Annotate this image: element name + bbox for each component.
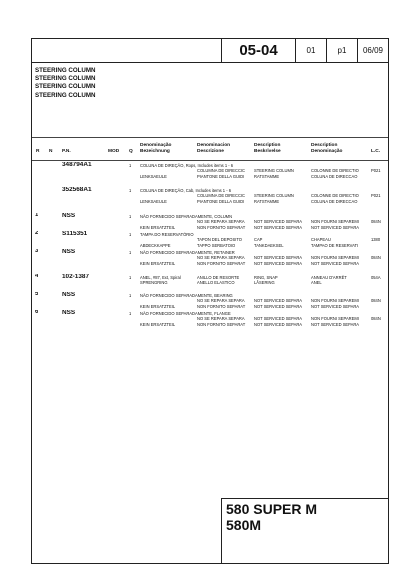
ref-number: 4 — [35, 274, 39, 279]
section-title: STEERING COLUMN — [35, 75, 96, 83]
description-text: COLONNE DE DIRECTIO — [311, 193, 359, 199]
part-number: NSS — [62, 292, 76, 298]
description-text: TAPPO SERBATOIO — [197, 242, 236, 248]
description-text: NON FORNITO SEPARAT — [197, 321, 246, 327]
description-text: ANILLO DE RESORTE — [197, 275, 240, 280]
description-text: ABDECKKAPPE — [140, 242, 171, 248]
header-date: 06/09 — [362, 46, 384, 55]
description-text: ANEL — [311, 280, 322, 286]
column-header-top-rule — [32, 137, 388, 138]
description-text: NO SE REPARA SEPARA — [197, 298, 245, 304]
description-text: NOT SERVICED SEPARA — [254, 255, 303, 261]
description-text: NO SE REPARA SEPARA — [197, 316, 245, 322]
description-text: STEERING COLUMN — [254, 193, 294, 199]
description-text: NOT SERVICED SEPARA — [254, 321, 303, 327]
description-text: COLUNA DE DIREÇÃO, Cab, Includes items 1 - 6 — [140, 188, 232, 193]
description-text: NON FOURNI SEPAREMI — [311, 298, 359, 304]
description-text: NOT SERVICED SEPARA — [254, 219, 303, 225]
description-text: NÃO FORNECIDO SEPARADAMENTE, BEARING — [140, 293, 233, 298]
page-frame — [31, 38, 389, 564]
ref-number: 2 — [35, 231, 39, 236]
description-text: NÃO FORNECIDO SEPARADAMENTE, COLUMN — [140, 214, 233, 219]
description-text: KEIN ERSATZTEIL — [140, 260, 176, 266]
location-code: 054A — [371, 275, 381, 280]
description-text: PIANTONE DELLA GUIDI — [197, 173, 245, 179]
part-number: NSS — [62, 213, 76, 219]
location-code: 084N — [371, 298, 381, 304]
description-text: COLUMNA DE DIRECCIC — [197, 193, 245, 199]
description-text: KEIN ERSATZTEIL — [140, 321, 176, 327]
part-number: NSS — [62, 249, 76, 255]
description-text: KEIN ERSATZTEIL — [140, 303, 176, 309]
description-text: CHAPEAU — [311, 237, 331, 243]
location-code: 084N — [371, 316, 381, 322]
section-title: STEERING COLUMN — [35, 67, 96, 74]
header-box-1-text: 01 — [306, 46, 316, 55]
description-text: COLUNA DE DIREÇÃO, Rops, Includes items 1 - 6 — [140, 163, 234, 168]
description-text: COLUNA DE DIRECCAO — [311, 198, 358, 204]
quantity: 1 — [129, 163, 132, 168]
description-text: COLUMNA DE DIRECCIC — [197, 168, 245, 174]
description-text: NOT SERVICED SEPARA — [254, 303, 303, 309]
part-number: 352568A1 — [62, 187, 92, 193]
part-number: 102-1387 — [62, 274, 90, 280]
ref-number: 1 — [35, 213, 39, 218]
description-text: NON FOURNI SEPAREMI — [311, 255, 359, 261]
description-text: NON FORNITO SEPARAT — [197, 224, 246, 230]
model-name — [226, 501, 317, 533]
quantity: 1 — [129, 232, 132, 237]
description-text: ANEL, #87, Ext, Spiral — [140, 275, 181, 280]
description-text: NOT SERVICED SEPARA — [311, 260, 360, 266]
part-number: NSS — [62, 310, 76, 316]
location-code: 1380 — [371, 237, 381, 243]
description-text: PIANTONE DELLA GUIDI — [197, 198, 245, 204]
location-code: P021 — [371, 193, 381, 199]
page-number: 05-04 — [239, 42, 278, 59]
description-text: NOT SERVICED SEPARA — [311, 303, 360, 309]
col-header-mod: MOD — [108, 149, 120, 154]
description-text: TAMPAO DE RESERVATI — [311, 242, 359, 248]
column-header-bottom-rule — [32, 160, 388, 161]
description-text: NON FORNITO SEPARAT — [197, 260, 246, 266]
description-text: NO SE REPARA SEPARA — [197, 255, 245, 261]
description-text: NON FOURNI SEPAREMI — [311, 316, 359, 322]
col-header-es: Denominacion Descrizione — [197, 143, 231, 154]
quantity: 1 — [129, 293, 132, 298]
description-text: LENKSAEULE — [140, 173, 167, 179]
ref-number: 5 — [35, 292, 39, 297]
description-text: LÅSERING — [254, 280, 275, 286]
description-text: RATSTAMME — [254, 198, 280, 204]
quantity: 1 — [129, 275, 132, 280]
header-box-2-text: p1 — [337, 46, 347, 55]
part-number: S115351 — [62, 231, 88, 237]
quantity: 1 — [129, 311, 132, 316]
description-text: NOT SERVICED SEPARA — [254, 224, 303, 230]
part-number: 348794A1 — [62, 162, 92, 168]
location-code: P021 — [371, 168, 381, 174]
description-text: NON FOURNI SEPAREMI — [311, 219, 359, 225]
col-header-lc: L.C. — [371, 149, 381, 154]
description-text: NON FORNITO SEPARAT — [197, 303, 246, 309]
col-header-en: Description Beskrivelse — [254, 143, 281, 154]
section-title: STEERING COLUMN — [35, 83, 96, 91]
col-header-pt: Denominação Bezeichnung — [140, 143, 172, 154]
footer-vertical-divider — [221, 498, 222, 564]
description-text: NOT SERVICED SEPARA — [254, 298, 303, 304]
col-header-pn: P.N. — [62, 149, 71, 154]
description-text: KEIN ERSATZTEIL — [140, 224, 176, 230]
footer-divider — [221, 498, 388, 499]
description-text: NO SE REPARA SEPARA — [197, 219, 245, 225]
description-text: RING, SNAP — [254, 275, 278, 280]
header-divider — [32, 62, 388, 63]
description-text: ANNEAU D'ARRÊT — [311, 275, 347, 280]
description-text: TAPON DEL DEPOSITO — [197, 237, 242, 243]
description-text: ANELLO ELASTICO — [197, 280, 235, 286]
description-text: NOT SERVICED SEPARA — [311, 224, 360, 230]
description-text: STEERING COLUMN — [254, 168, 294, 174]
col-header-q: Q — [129, 149, 133, 154]
quantity: 1 — [129, 214, 132, 219]
location-code: 084N — [371, 219, 381, 225]
header-box-1 — [295, 39, 326, 62]
description-text: COLUNA DE DIRECCAO — [311, 173, 358, 179]
section-titles — [35, 67, 96, 100]
description-text: NÃO FORNECIDO SEPARADAMENTE, RETAINER — [140, 250, 235, 255]
description-text: SPRENGRING — [140, 280, 168, 286]
description-text: COLONNE DE DIRECTIO — [311, 168, 359, 174]
description-text: NOT SERVICED SEPARA — [254, 260, 303, 266]
section-title: STEERING COLUMN — [35, 91, 96, 99]
description-text: LENKSAEULE — [140, 198, 167, 204]
description-text: NÃO FORNECIDO SEPARADAMENTE, FLANGE — [140, 311, 231, 316]
header-bar — [32, 39, 388, 62]
header-box-2 — [326, 39, 357, 62]
description-text: TANKDAEKSEL — [254, 242, 284, 248]
col-header-n: N — [49, 149, 53, 154]
col-header-r: R — [36, 149, 40, 154]
description-text: NOT SERVICED SEPARA — [311, 321, 360, 327]
ref-number: 3 — [35, 249, 39, 254]
location-code: 084N — [371, 255, 381, 261]
ref-number: 6 — [35, 310, 39, 315]
quantity: 1 — [129, 250, 132, 255]
col-header-fr: Description Denominação — [311, 143, 343, 154]
description-text: CAP — [254, 237, 263, 243]
description-text: RATSTAMME — [254, 173, 280, 179]
page-number-box — [221, 39, 295, 62]
description-text: TAMPA DO RESERVATÓRIO — [140, 232, 194, 237]
quantity: 1 — [129, 188, 132, 193]
model-line-2: 580M — [226, 517, 262, 533]
header-date-box — [357, 39, 388, 62]
description-text: NOT SERVICED SEPARA — [254, 316, 303, 322]
model-line-1: 580 SUPER M — [226, 501, 318, 517]
